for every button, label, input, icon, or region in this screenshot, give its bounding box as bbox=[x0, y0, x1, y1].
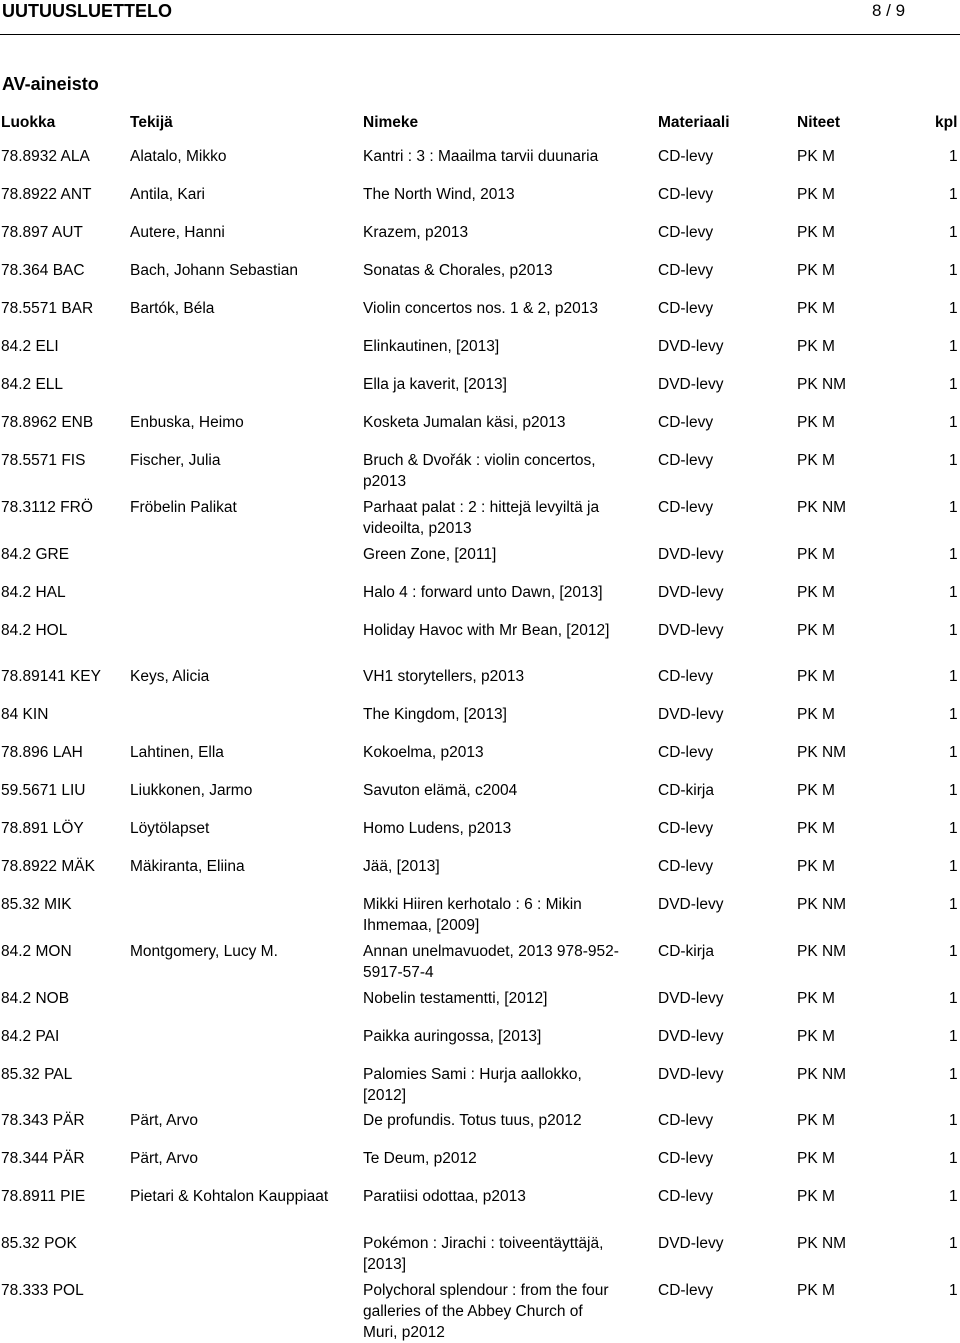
cell-kpl: 1 bbox=[949, 1112, 958, 1129]
cell-materiaali: CD-levy bbox=[658, 186, 714, 203]
cell-niteet: PK M bbox=[797, 990, 835, 1007]
cell-materiaali: DVD-levy bbox=[658, 622, 724, 639]
cell-niteet: PK M bbox=[797, 414, 835, 431]
cell-nimeke: Krazem, p2013 bbox=[363, 224, 469, 241]
column-header-niteet: Niteet bbox=[797, 114, 841, 131]
cell-nimeke: The North Wind, 2013 bbox=[363, 186, 515, 203]
cell-niteet: PK NM bbox=[797, 943, 847, 960]
cell-materiaali: CD-levy bbox=[658, 858, 714, 875]
cell-tekija: Autere, Hanni bbox=[130, 224, 225, 241]
cell-nimeke: Violin concertos nos. 1 & 2, p2013 bbox=[363, 300, 598, 317]
cell-nimeke: Green Zone, [2011] bbox=[363, 546, 497, 563]
cell-nimeke: Te Deum, p2012 bbox=[363, 1150, 477, 1167]
cell-nimeke: Annan unelmavuodet, 2013 978-952-5917-57-4 bbox=[363, 943, 619, 981]
cell-niteet: PK M bbox=[797, 186, 835, 203]
catalog-title: UUTUUSLUETTELO bbox=[2, 1, 172, 21]
cell-tekija: Bartók, Béla bbox=[130, 300, 215, 317]
cell-tekija: Enbuska, Heimo bbox=[130, 414, 244, 431]
cell-materiaali: DVD-levy bbox=[658, 546, 724, 563]
cell-kpl: 1 bbox=[949, 186, 958, 203]
cell-niteet: PK M bbox=[797, 338, 835, 355]
cell-niteet: PK M bbox=[797, 820, 835, 837]
cell-luokka: 78.3112 FRÖ bbox=[1, 499, 93, 516]
cell-materiaali: DVD-levy bbox=[658, 706, 724, 723]
cell-nimeke: The Kingdom, [2013] bbox=[363, 706, 507, 723]
cell-kpl: 1 bbox=[949, 668, 958, 685]
cell-luokka: 78.5571 FIS bbox=[1, 452, 86, 469]
section-title: AV-aineisto bbox=[2, 74, 99, 94]
cell-kpl: 1 bbox=[949, 706, 958, 723]
cell-niteet: PK M bbox=[797, 668, 835, 685]
cell-nimeke: Homo Ludens, p2013 bbox=[363, 820, 512, 837]
cell-luokka: 78.8922 ANT bbox=[1, 186, 92, 203]
cell-materiaali: CD-levy bbox=[658, 668, 714, 685]
cell-kpl: 1 bbox=[949, 300, 958, 317]
cell-kpl: 1 bbox=[949, 546, 958, 563]
cell-materiaali: CD-levy bbox=[658, 148, 714, 165]
cell-kpl: 1 bbox=[949, 1066, 958, 1083]
cell-tekija: Liukkonen, Jarmo bbox=[130, 782, 253, 799]
cell-materiaali: CD-levy bbox=[658, 744, 714, 761]
cell-tekija: Mäkiranta, Eliina bbox=[130, 858, 245, 875]
cell-kpl: 1 bbox=[949, 224, 958, 241]
cell-niteet: PK M bbox=[797, 858, 835, 875]
cell-kpl: 1 bbox=[949, 262, 958, 279]
cell-luokka: 84 KIN bbox=[1, 706, 49, 723]
cell-luokka: 84.2 GRE bbox=[1, 546, 70, 563]
cell-niteet: PK NM bbox=[797, 499, 847, 516]
cell-materiaali: CD-levy bbox=[658, 1150, 714, 1167]
cell-materiaali: DVD-levy bbox=[658, 1028, 724, 1045]
cell-nimeke: Kantri : 3 : Maailma tarvii duunaria bbox=[363, 148, 599, 165]
cell-kpl: 1 bbox=[949, 744, 958, 761]
cell-kpl: 1 bbox=[949, 376, 958, 393]
cell-nimeke: Jää, [2013] bbox=[363, 858, 440, 875]
cell-nimeke: De profundis. Totus tuus, p2012 bbox=[363, 1112, 582, 1129]
cell-materiaali: CD-levy bbox=[658, 499, 714, 516]
cell-kpl: 1 bbox=[949, 1235, 958, 1252]
cell-luokka: 78.333 POL bbox=[1, 1282, 84, 1299]
cell-nimeke: Parhaat palat : 2 : hittejä levyiltä ja videoilta, p2013 bbox=[363, 499, 600, 537]
cell-luokka: 84.2 MON bbox=[1, 943, 72, 960]
cell-materiaali: CD-levy bbox=[658, 820, 714, 837]
cell-luokka: 84.2 PAI bbox=[1, 1028, 60, 1045]
column-header-materiaali: Materiaali bbox=[658, 114, 730, 131]
cell-materiaali: CD-levy bbox=[658, 414, 714, 431]
cell-tekija: Pietari & Kohtalon Kauppiaat bbox=[130, 1188, 329, 1205]
cell-niteet: PK NM bbox=[797, 376, 847, 393]
cell-luokka: 85.32 MIK bbox=[1, 896, 72, 913]
cell-nimeke: Paratiisi odottaa, p2013 bbox=[363, 1188, 526, 1205]
cell-materiaali: CD-levy bbox=[658, 452, 714, 469]
cell-nimeke: Bruch & Dvořák : violin concertos, p2013 bbox=[363, 452, 596, 490]
cell-niteet: PK M bbox=[797, 262, 835, 279]
cell-tekija: Fischer, Julia bbox=[130, 452, 221, 469]
cell-luokka: 85.32 PAL bbox=[1, 1066, 73, 1083]
cell-niteet: PK M bbox=[797, 452, 835, 469]
cell-kpl: 1 bbox=[949, 820, 958, 837]
cell-nimeke: Nobelin testamentti, [2012] bbox=[363, 990, 548, 1007]
cell-luokka: 78.8932 ALA bbox=[1, 148, 90, 165]
cell-materiaali: CD-kirja bbox=[658, 782, 714, 799]
cell-tekija: Pärt, Arvo bbox=[130, 1150, 199, 1167]
cell-niteet: PK M bbox=[797, 224, 835, 241]
cell-niteet: PK M bbox=[797, 546, 835, 563]
cell-kpl: 1 bbox=[949, 782, 958, 799]
cell-kpl: 1 bbox=[949, 452, 958, 469]
cell-niteet: PK M bbox=[797, 584, 835, 601]
cell-niteet: PK M bbox=[797, 1282, 835, 1299]
cell-luokka: 78.891 LÖY bbox=[1, 820, 84, 837]
column-header-luokka: Luokka bbox=[1, 114, 56, 131]
cell-luokka: 84.2 NOB bbox=[1, 990, 70, 1007]
cell-tekija: Pärt, Arvo bbox=[130, 1112, 199, 1129]
cell-kpl: 1 bbox=[949, 943, 958, 960]
cell-luokka: 78.364 BAC bbox=[1, 262, 85, 279]
column-header-kpl: kpl bbox=[935, 114, 958, 131]
cell-niteet: PK NM bbox=[797, 896, 847, 913]
cell-kpl: 1 bbox=[949, 499, 958, 516]
cell-luokka: 84.2 ELI bbox=[1, 338, 59, 355]
cell-tekija: Keys, Alicia bbox=[130, 668, 210, 685]
cell-kpl: 1 bbox=[949, 148, 958, 165]
cell-niteet: PK NM bbox=[797, 744, 847, 761]
cell-tekija: Antila, Kari bbox=[130, 186, 205, 203]
cell-niteet: PK M bbox=[797, 1150, 835, 1167]
cell-materiaali: DVD-levy bbox=[658, 338, 724, 355]
cell-nimeke: Kosketa Jumalan käsi, p2013 bbox=[363, 414, 566, 431]
page-number: 8 / 9 bbox=[872, 1, 906, 20]
cell-luokka: 59.5671 LIU bbox=[1, 782, 86, 799]
cell-nimeke: Polychoral splendour : from the four galleries of the Abbey Church of Muri, p2012 bbox=[363, 1282, 609, 1341]
cell-materiaali: CD-levy bbox=[658, 1188, 714, 1205]
cell-nimeke: Pokémon : Jirachi : toiveentäyttäjä, [2013] bbox=[363, 1235, 604, 1273]
cell-materiaali: DVD-levy bbox=[658, 896, 724, 913]
cell-materiaali: CD-levy bbox=[658, 1282, 714, 1299]
cell-luokka: 78.343 PÄR bbox=[1, 1112, 85, 1129]
cell-tekija: Montgomery, Lucy M. bbox=[130, 943, 278, 960]
cell-luokka: 78.8911 PIE bbox=[1, 1188, 86, 1205]
cell-niteet: PK NM bbox=[797, 1066, 847, 1083]
cell-kpl: 1 bbox=[949, 896, 958, 913]
cell-materiaali: DVD-levy bbox=[658, 1066, 724, 1083]
cell-luokka: 84.2 HAL bbox=[1, 584, 66, 601]
cell-luokka: 78.896 LAH bbox=[1, 744, 83, 761]
cell-tekija: Löytölapset bbox=[130, 820, 210, 837]
cell-nimeke: Sonatas & Chorales, p2013 bbox=[363, 262, 553, 279]
cell-niteet: PK M bbox=[797, 706, 835, 723]
cell-luokka: 78.5571 BAR bbox=[1, 300, 94, 317]
cell-niteet: PK M bbox=[797, 148, 835, 165]
cell-nimeke: Ella ja kaverit, [2013] bbox=[363, 376, 507, 393]
cell-materiaali: DVD-levy bbox=[658, 376, 724, 393]
cell-materiaali: CD-levy bbox=[658, 1112, 714, 1129]
cell-luokka: 78.344 PÄR bbox=[1, 1150, 85, 1167]
cell-kpl: 1 bbox=[949, 622, 958, 639]
cell-materiaali: CD-kirja bbox=[658, 943, 714, 960]
cell-niteet: PK M bbox=[797, 300, 835, 317]
cell-luokka: 78.897 AUT bbox=[1, 224, 83, 241]
cell-nimeke: Savuton elämä, c2004 bbox=[363, 782, 518, 799]
cell-niteet: PK M bbox=[797, 782, 835, 799]
cell-nimeke: Palomies Sami : Hurja aallokko, [2012] bbox=[363, 1066, 582, 1104]
cell-tekija: Lahtinen, Ella bbox=[130, 744, 224, 761]
cell-kpl: 1 bbox=[949, 1150, 958, 1167]
cell-nimeke: Mikki Hiiren kerhotalo : 6 : Mikin Ihmemaa, [2009] bbox=[363, 896, 582, 934]
cell-kpl: 1 bbox=[949, 584, 958, 601]
cell-luokka: 78.89141 KEY bbox=[1, 668, 101, 685]
cell-kpl: 1 bbox=[949, 990, 958, 1007]
cell-luokka: 84.2 HOL bbox=[1, 622, 68, 639]
cell-kpl: 1 bbox=[949, 1282, 958, 1299]
cell-materiaali: CD-levy bbox=[658, 224, 714, 241]
cell-materiaali: DVD-levy bbox=[658, 1235, 724, 1252]
cell-nimeke: Paikka auringossa, [2013] bbox=[363, 1028, 542, 1045]
cell-luokka: 78.8922 MÄK bbox=[1, 858, 95, 875]
cell-kpl: 1 bbox=[949, 1188, 958, 1205]
cell-kpl: 1 bbox=[949, 858, 958, 875]
cell-materiaali: CD-levy bbox=[658, 262, 714, 279]
cell-materiaali: DVD-levy bbox=[658, 990, 724, 1007]
cell-tekija: Alatalo, Mikko bbox=[130, 148, 227, 165]
cell-nimeke: Kokoelma, p2013 bbox=[363, 744, 484, 761]
cell-nimeke: Holiday Havoc with Mr Bean, [2012] bbox=[363, 622, 610, 639]
cell-luokka: 84.2 ELL bbox=[1, 376, 64, 393]
cell-kpl: 1 bbox=[949, 414, 958, 431]
cell-tekija: Bach, Johann Sebastian bbox=[130, 262, 299, 279]
cell-materiaali: CD-levy bbox=[658, 300, 714, 317]
cell-niteet: PK M bbox=[797, 622, 835, 639]
cell-nimeke: VH1 storytellers, p2013 bbox=[363, 668, 525, 685]
cell-niteet: PK M bbox=[797, 1188, 835, 1205]
cell-kpl: 1 bbox=[949, 1028, 958, 1045]
cell-luokka: 78.8962 ENB bbox=[1, 414, 94, 431]
cell-niteet: PK M bbox=[797, 1112, 835, 1129]
cell-nimeke: Halo 4 : forward unto Dawn, [2013] bbox=[363, 584, 603, 601]
cell-kpl: 1 bbox=[949, 338, 958, 355]
cell-materiaali: DVD-levy bbox=[658, 584, 724, 601]
column-header-tekija: Tekijä bbox=[130, 114, 173, 131]
cell-luokka: 85.32 POK bbox=[1, 1235, 77, 1252]
column-header-nimeke: Nimeke bbox=[363, 114, 419, 131]
cell-tekija: Fröbelin Palikat bbox=[130, 499, 237, 516]
cell-niteet: PK M bbox=[797, 1028, 835, 1045]
cell-niteet: PK NM bbox=[797, 1235, 847, 1252]
cell-nimeke: Elinkautinen, [2013] bbox=[363, 338, 500, 355]
